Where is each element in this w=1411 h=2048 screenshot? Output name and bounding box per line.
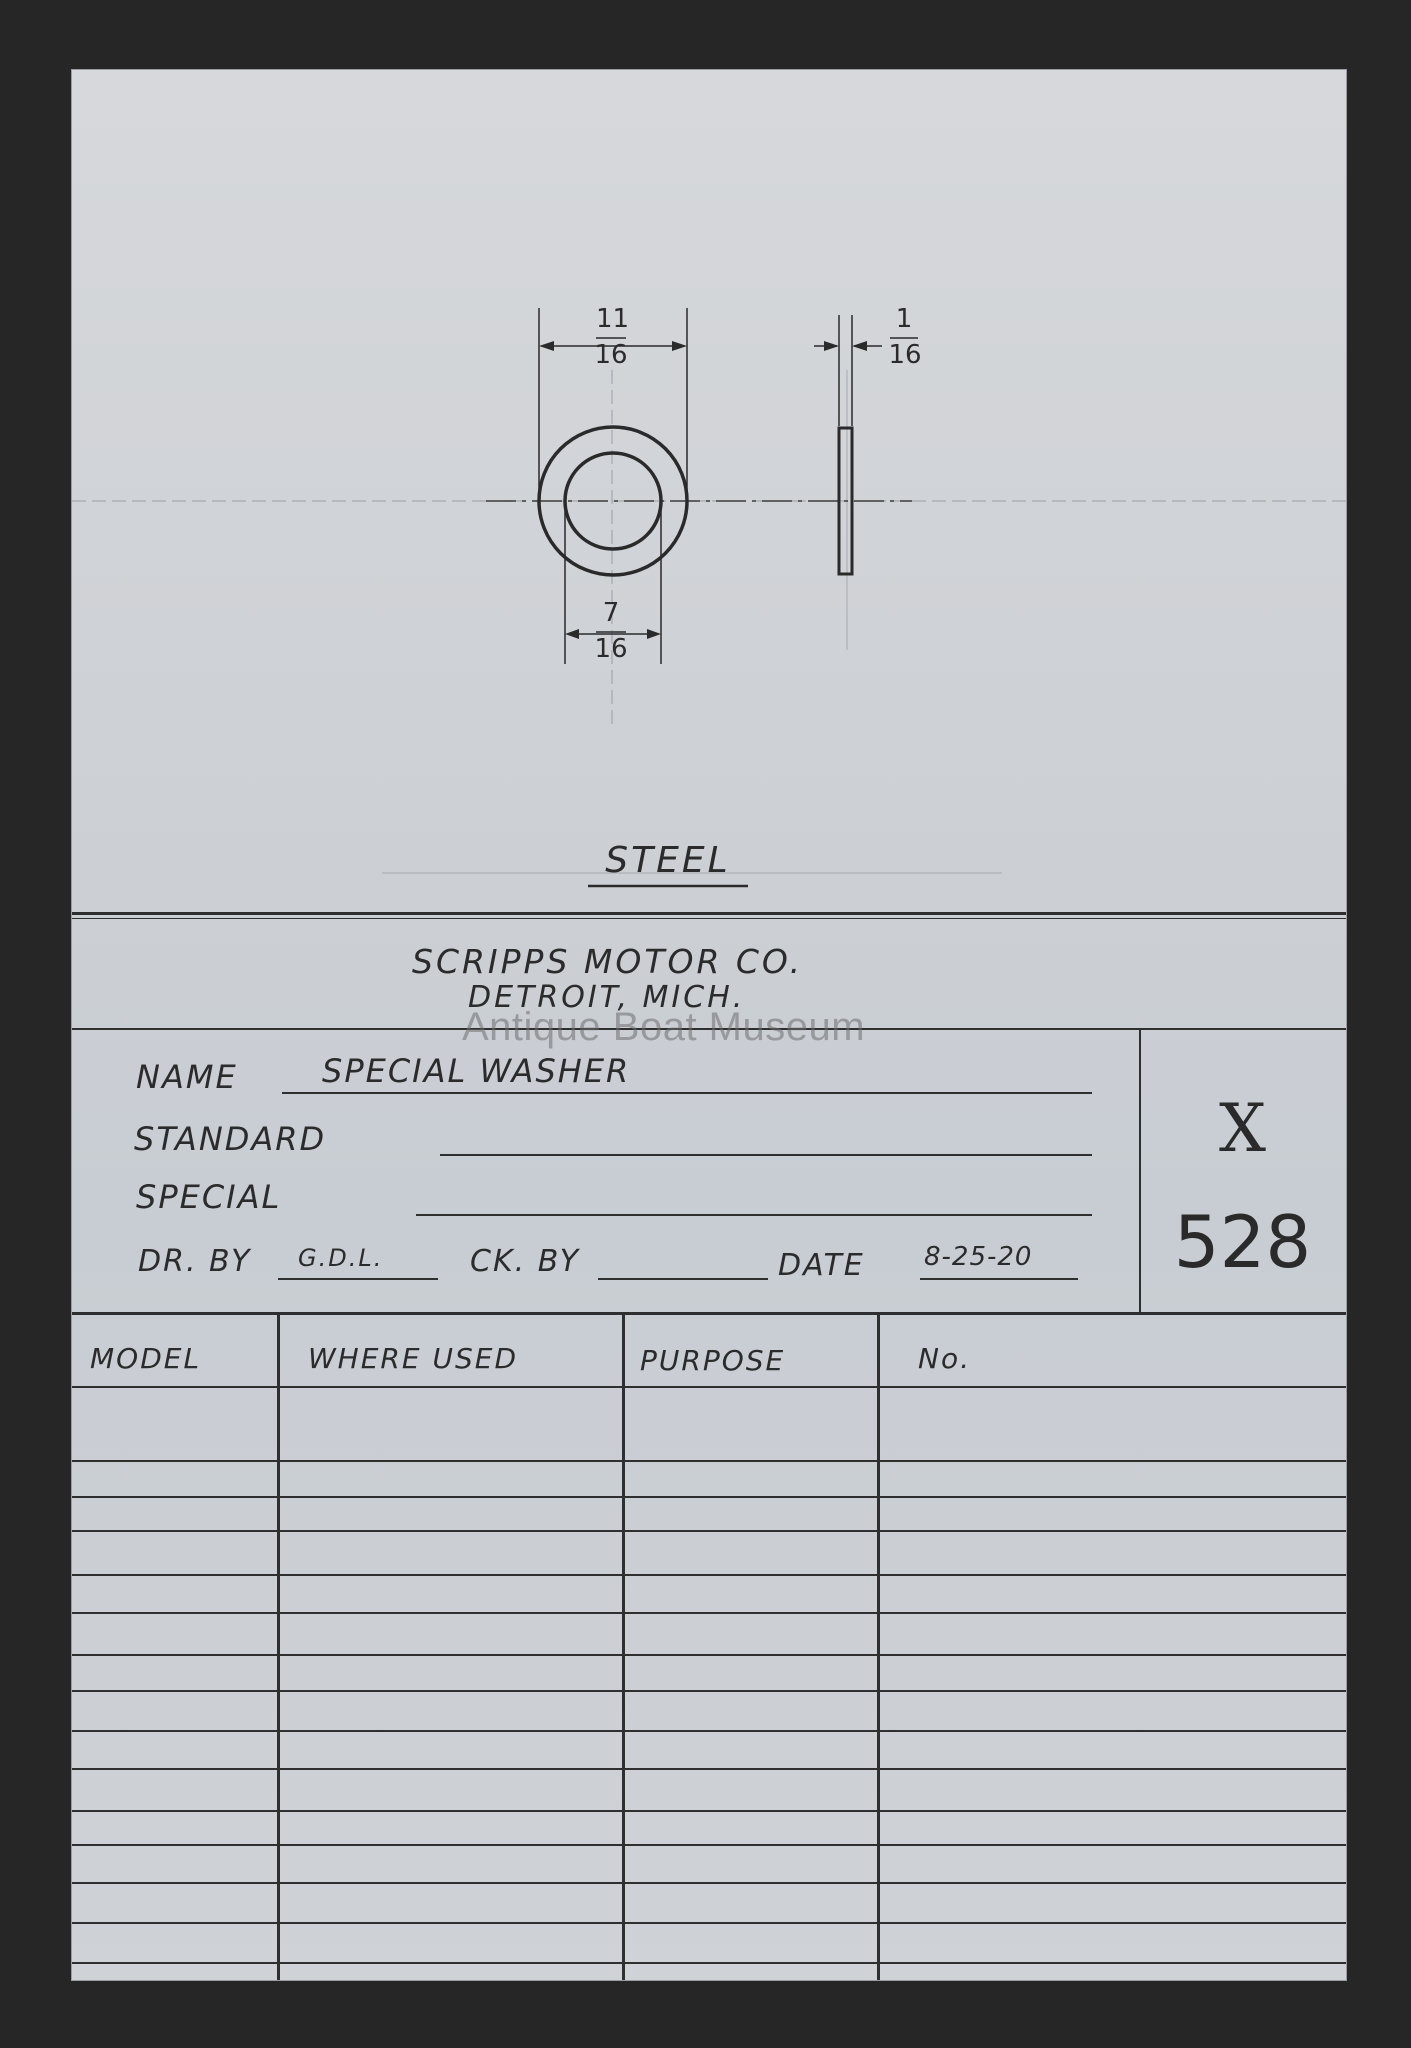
- table-col-divider-1: [277, 1315, 280, 1980]
- table-col-divider-2: [622, 1315, 625, 1980]
- company-name: SCRIPPS MOTOR CO.: [412, 942, 804, 981]
- table-row-line: [72, 1690, 1346, 1692]
- table-header-purpose: PURPOSE: [640, 1344, 786, 1377]
- table-header-number: No.: [918, 1342, 971, 1375]
- table-row-line: [72, 1654, 1346, 1656]
- table-header-model: MODEL: [90, 1342, 202, 1375]
- title-block-top-rule: [72, 912, 1346, 915]
- table-top-rule: [72, 1312, 1346, 1315]
- drawn-by-value: G.D.L.: [298, 1244, 384, 1272]
- date-underline: [920, 1278, 1078, 1280]
- part-prefix: X: [1219, 1090, 1266, 1167]
- part-number: 528: [1173, 1200, 1312, 1284]
- standard-label: STANDARD: [134, 1120, 327, 1158]
- table-row-line: [72, 1844, 1346, 1846]
- table-row-line: [72, 1730, 1346, 1732]
- drawing-sheet: [72, 70, 1346, 1980]
- table-row-line: [72, 1962, 1346, 1964]
- table-row-line: [72, 1386, 1346, 1388]
- table-row-line: [72, 1574, 1346, 1576]
- dim-outer-denominator: 16: [594, 340, 628, 370]
- table-row-line: [72, 1810, 1346, 1812]
- museum-watermark: Antique Boat Museum: [462, 1005, 866, 1049]
- company-city: DETROIT, MICH.: [468, 980, 746, 1015]
- name-underline: [282, 1092, 1092, 1094]
- table-row-line: [72, 1530, 1346, 1532]
- table-row-line: [72, 1460, 1346, 1462]
- table-row-line: [72, 1612, 1346, 1614]
- material-label: STEEL: [605, 840, 731, 881]
- washer-drawing: [72, 70, 1346, 910]
- title-block-top-rule-thin: [72, 918, 1346, 919]
- checked-by-label: CK. BY: [470, 1244, 581, 1279]
- date-value: 8-25-20: [924, 1242, 1033, 1272]
- dim-thickness-denominator: 16: [888, 340, 922, 370]
- name-value: SPECIAL WASHER: [322, 1052, 631, 1090]
- dim-thickness-numerator: 1: [895, 304, 913, 334]
- standard-underline: [440, 1154, 1092, 1156]
- dim-inner-denominator: 16: [594, 634, 628, 664]
- dim-outer-numerator: 11: [596, 304, 630, 334]
- dim-inner-numerator: 7: [602, 598, 620, 628]
- drawn-by-label: DR. BY: [138, 1244, 252, 1279]
- table-row-line: [72, 1496, 1346, 1498]
- name-label: NAME: [136, 1058, 238, 1096]
- table-col-divider-3: [877, 1315, 880, 1980]
- table-header-where-used: WHERE USED: [308, 1342, 518, 1375]
- drawn-by-underline: [278, 1278, 438, 1280]
- special-label: SPECIAL: [136, 1178, 282, 1216]
- special-underline: [416, 1214, 1092, 1216]
- table-row-line: [72, 1922, 1346, 1924]
- date-label: DATE: [778, 1248, 865, 1283]
- checked-by-underline: [598, 1278, 768, 1280]
- table-row-line: [72, 1768, 1346, 1770]
- table-row-line: [72, 1882, 1346, 1884]
